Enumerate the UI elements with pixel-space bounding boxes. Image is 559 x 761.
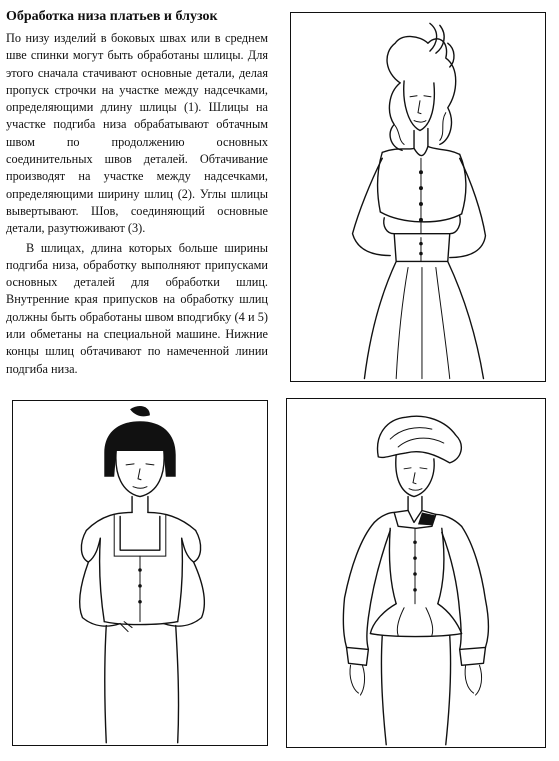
section-heading: Обработка низа платьев и блузок [6, 9, 218, 24]
paragraph-1: По низу изделий в боковых швах или в среднем шве спинки могут быть обработаны шлицы. Для этого сначала стачивают основные детали, делая пропуск строчки на участке между надсечками, определяющими длину шлицы (1). Шлицы на участке подгиба низа обрабатывают обтачным швом по продолжению основных соединительных швов деталей. Обтачивание производят на участке между надсечками, определяющими ширину шлиц (2). Углы шлицы вывертывают. Шов, соединяющий основные детали, разутюживают (3). [6, 31, 268, 236]
sleeveless-blouse-illustration [290, 12, 546, 382]
sleeveless-blouse-drawing [291, 13, 545, 381]
peplum-blouse-drawing [287, 399, 545, 747]
peplum-blouse-illustration [286, 398, 546, 748]
square-neck-blouse-drawing [13, 401, 267, 745]
square-neck-blouse-illustration [12, 400, 268, 746]
text-column [6, 8, 268, 378]
paragraph-2: В шлицах, длина которых больше ширины подгиба низа, обработку выполняют припусками основных деталей для обработки шлиц. Внутренние края припусков на обработку шлиц должны быть обработаны швом вподгибку (4 и 5) или обметаны на специальной машине. Нижние концы шлиц обтачивают по намеченной линии подгиба низа. [6, 240, 268, 376]
